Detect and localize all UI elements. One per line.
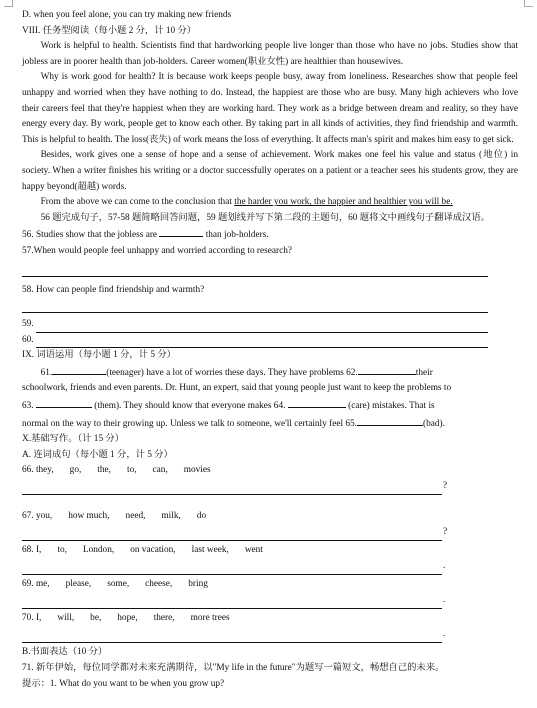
answer-row-69 — [22, 593, 518, 609]
question-69 — [22, 577, 518, 611]
word: can, — [152, 465, 168, 476]
cloze-line-3 — [22, 397, 518, 415]
question-66-words — [22, 463, 518, 479]
word: there, — [153, 613, 175, 624]
answer-line-58[interactable] — [22, 298, 488, 313]
section-a-title: A. 连词成句（每小题 1 分，计 5 分） — [22, 449, 173, 460]
answer-line-60[interactable] — [36, 336, 488, 348]
answer-blank-64[interactable] — [288, 397, 346, 408]
blank-63-number: 63. — [22, 401, 34, 412]
word: need, — [125, 511, 146, 522]
question-69-words — [22, 577, 518, 593]
word: milk, — [161, 511, 181, 522]
cloze-line-2: schoolwork, friends and even parents. Dr. Hunt, an expert, said that young people just want to keep the problems to — [22, 383, 452, 394]
word: on vacation, — [130, 545, 176, 556]
task-instructions: 56 题完成句子，57-58 题简略回答问题，59 题划线并写下第二段的主题句，60 题将文中画线句子翻译成汉语。 — [40, 212, 490, 223]
word: be, — [90, 613, 102, 624]
word: movies — [183, 465, 211, 476]
end-punctuation: ? — [443, 481, 448, 492]
question-70 — [22, 611, 518, 645]
question-68 — [22, 543, 518, 577]
passage-paragraph-2: Why is work good for health? It is because work keeps people busy, away from loneliness. Researches show that people feel unhappy and worried when they have nothing to do. Instead, the happiest are those who are busy. Many high achievers who love their careers feel that they're happiest when they are working hard. They work as a bridge between dream and reality, so they have energy every day. By work, people get to know each other. By taking part in all kinds of activities, they find friendship and warmth. This is helpful to health. The loss(丧失) of work means the loss of everything. It affects man's spirit and makes him easy to get sick. — [22, 72, 518, 145]
writing-hint: 提示：1. What do you want to be when you grow up? — [22, 678, 225, 689]
word: hope, — [117, 613, 138, 624]
word: bring — [188, 579, 208, 590]
question-58: 58. How can people find friendship and warmth? — [22, 284, 205, 295]
option-d: D. when you feel alone, you can try making new friends — [22, 10, 232, 20]
question-60 — [22, 333, 488, 349]
cloze-line-4 — [22, 415, 518, 433]
passage-paragraph-1: Work is helpful to health. Scientists find that hardworking people live longer than those who have no jobs. Studies show that jobless are in poorer health than job-holders. Career women(职业女性) are healthier than housewives. — [22, 41, 518, 67]
underlined-sentence: the harder you work, the happier and healthier you will be. — [234, 197, 453, 208]
word: 66. they, — [22, 465, 54, 476]
word: go, — [69, 465, 82, 476]
word: do — [196, 511, 207, 522]
answer-blank-65[interactable] — [357, 415, 423, 426]
answer-line-68[interactable] — [22, 564, 442, 575]
word: some, — [107, 579, 130, 590]
answer-row-66 — [22, 479, 518, 495]
word: 70. I, — [22, 613, 42, 624]
question-71: 71. 新年伊始，每位同学都对未来充满期待，以"My life in the future"为题写一篇短文，畅想自己的未来。 — [22, 663, 445, 674]
cloze-text-1: (teenager) have a lot of worries these days. They have problems 62. — [106, 367, 358, 378]
question-56 — [22, 226, 518, 244]
answer-row-70 — [22, 627, 518, 643]
cloze-text-4-end: (bad). — [423, 418, 445, 429]
end-punctuation: . — [443, 629, 446, 640]
word: 69. me, — [22, 579, 50, 590]
word: will, — [57, 613, 75, 624]
question-70-words — [22, 611, 518, 627]
answer-blank-63[interactable] — [36, 397, 92, 408]
question-56-text: 56. Studies show that the jobless are — [22, 230, 158, 241]
word: went — [244, 545, 263, 556]
answer-blank-61[interactable] — [52, 364, 106, 375]
word: more trees — [190, 613, 230, 624]
cloze-text-1-end: their — [415, 367, 433, 378]
end-punctuation: . — [443, 561, 446, 572]
answer-line-69[interactable] — [22, 598, 442, 609]
answer-line-59[interactable] — [36, 321, 488, 333]
answer-line-70[interactable] — [22, 632, 442, 643]
word: 67. you, — [22, 511, 53, 522]
question-59-label: 59. — [22, 319, 34, 330]
word: to, — [57, 545, 67, 556]
answer-line-57[interactable] — [22, 262, 488, 277]
answer-row-68 — [22, 559, 518, 575]
question-66 — [22, 463, 518, 509]
question-56-text-end: than job-holders. — [205, 230, 269, 241]
cloze-line-1 — [22, 364, 518, 382]
question-60-label: 60. — [22, 334, 34, 345]
answer-blank-62[interactable] — [358, 364, 416, 375]
section-10-title: X.基础写作。（计 15 分） — [22, 434, 125, 445]
passage-paragraph-3: Besides, work gives one a sense of hope and a sense of achievement. Work makes one feel his value and status (地位) in society. When a writer finishes his writing or a doctor successfully operates on a patient or a teacher sees his students grow, they are happy beyond(超越) words. — [22, 150, 518, 192]
word: please, — [65, 579, 92, 590]
section-b-title: B.书面表达（10 分） — [22, 647, 108, 658]
exam-page — [22, 8, 518, 692]
word: how much, — [68, 511, 110, 522]
answer-blank-56[interactable] — [159, 226, 203, 237]
cloze-text-3: (them). They should know that everyone makes 64. — [94, 401, 286, 412]
question-67-words — [22, 509, 518, 525]
answer-line-67[interactable] — [22, 530, 442, 541]
question-57: 57.When would people feel unhappy and worried according to research? — [22, 245, 293, 256]
word: to, — [126, 465, 137, 476]
blank-61-number: 61. — [40, 367, 53, 378]
word: last week, — [191, 545, 229, 556]
page-corner-mark-left — [4, 0, 13, 7]
question-67 — [22, 509, 518, 543]
cloze-text-3-end: (care) mistakes. That is — [348, 401, 435, 412]
question-68-words — [22, 543, 518, 559]
end-punctuation: . — [443, 595, 446, 606]
word: cheese, — [145, 579, 173, 590]
passage-paragraph-4 — [22, 195, 518, 211]
end-punctuation: ? — [443, 527, 448, 538]
conclusion-text: From the above we can come to the conclusion that — [40, 197, 235, 208]
answer-line-66[interactable] — [22, 484, 442, 495]
word: the, — [97, 465, 111, 476]
page-corner-mark-right — [524, 0, 533, 7]
section-8-title: VIII. 任务型阅读（每小题 2 分，计 10 分） — [22, 25, 197, 36]
word: 68. I, — [22, 545, 42, 556]
section-9-title: IX. 词语运用（每小题 1 分，计 5 分） — [22, 350, 176, 361]
word: London, — [82, 545, 115, 556]
answer-row-67 — [22, 525, 518, 541]
cloze-text-4: normal on the way to their growing up. Unless we talk to someone, we'll certainly feel 65. — [22, 418, 357, 429]
question-59 — [22, 317, 488, 333]
